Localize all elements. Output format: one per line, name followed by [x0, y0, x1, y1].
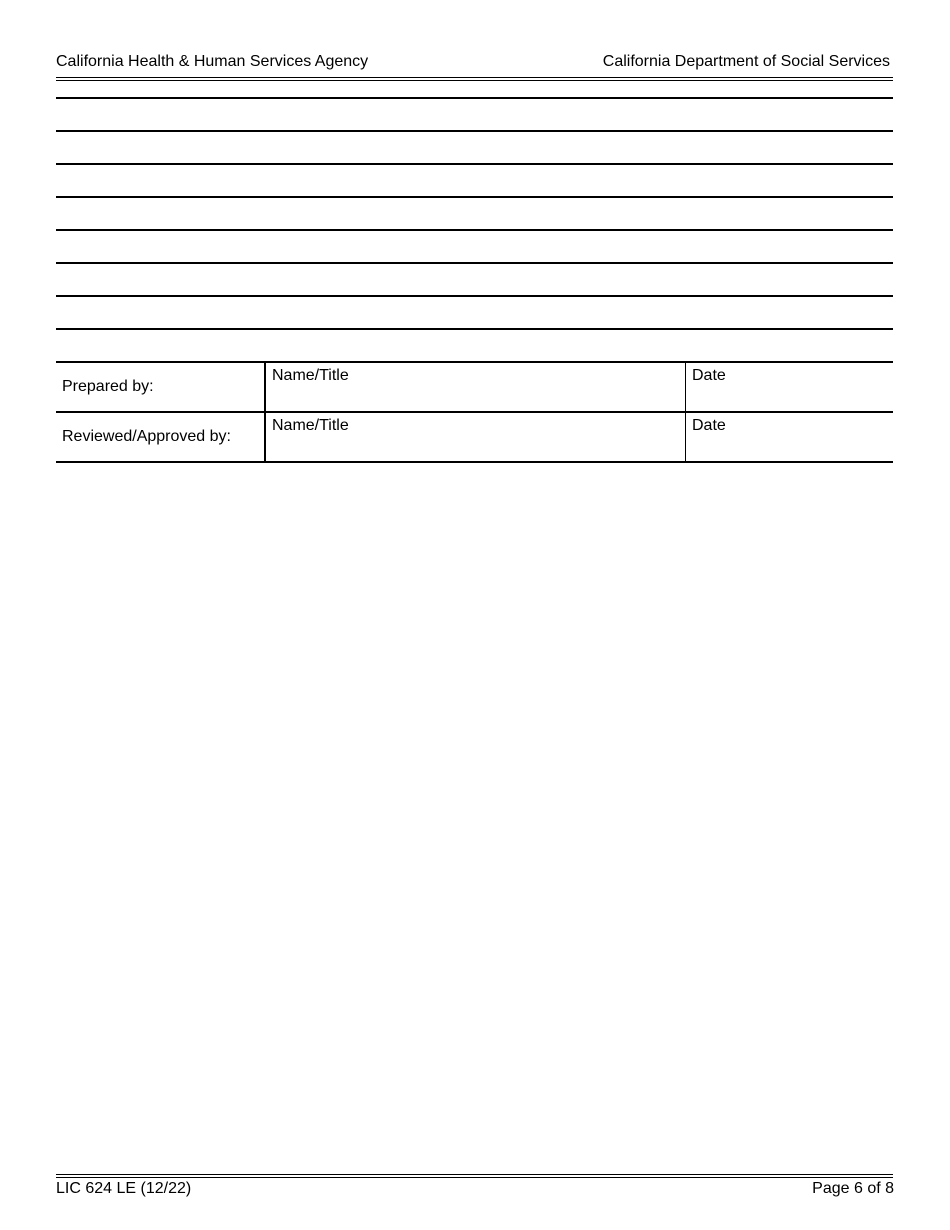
signature-table — [56, 361, 893, 463]
form-id: LIC 624 LE (12/22) — [56, 1180, 192, 1197]
prepared-by-label: Prepared by: — [56, 362, 265, 412]
reviewed-approved-by-label: Reviewed/Approved by: — [56, 412, 265, 462]
prepared-by-name-title-field[interactable]: Name/Title — [265, 362, 686, 412]
fill-line[interactable] — [56, 196, 893, 198]
fill-line[interactable] — [56, 229, 893, 231]
fill-line[interactable] — [56, 328, 893, 330]
fill-line[interactable] — [56, 262, 893, 264]
reviewed-approved-by-row — [56, 412, 893, 462]
reviewed-by-date-field[interactable]: Date — [686, 412, 894, 462]
fill-line[interactable] — [56, 97, 893, 99]
header-rule-top — [56, 77, 893, 78]
fill-line[interactable] — [56, 163, 893, 165]
prepared-by-date-field[interactable]: Date — [686, 362, 894, 412]
fill-line[interactable] — [56, 295, 893, 297]
page-number: Page 6 of 8 — [812, 1180, 894, 1197]
footer-rule-bottom — [56, 1177, 893, 1178]
prepared-by-row — [56, 362, 893, 412]
reviewed-by-name-title-field[interactable]: Name/Title — [265, 412, 686, 462]
header-rule-bottom — [56, 80, 893, 81]
fill-line[interactable] — [56, 130, 893, 132]
agency-name: California Health & Human Services Agency — [56, 53, 369, 70]
footer-rule-top — [56, 1174, 893, 1175]
department-name: California Department of Social Services — [602, 53, 890, 70]
